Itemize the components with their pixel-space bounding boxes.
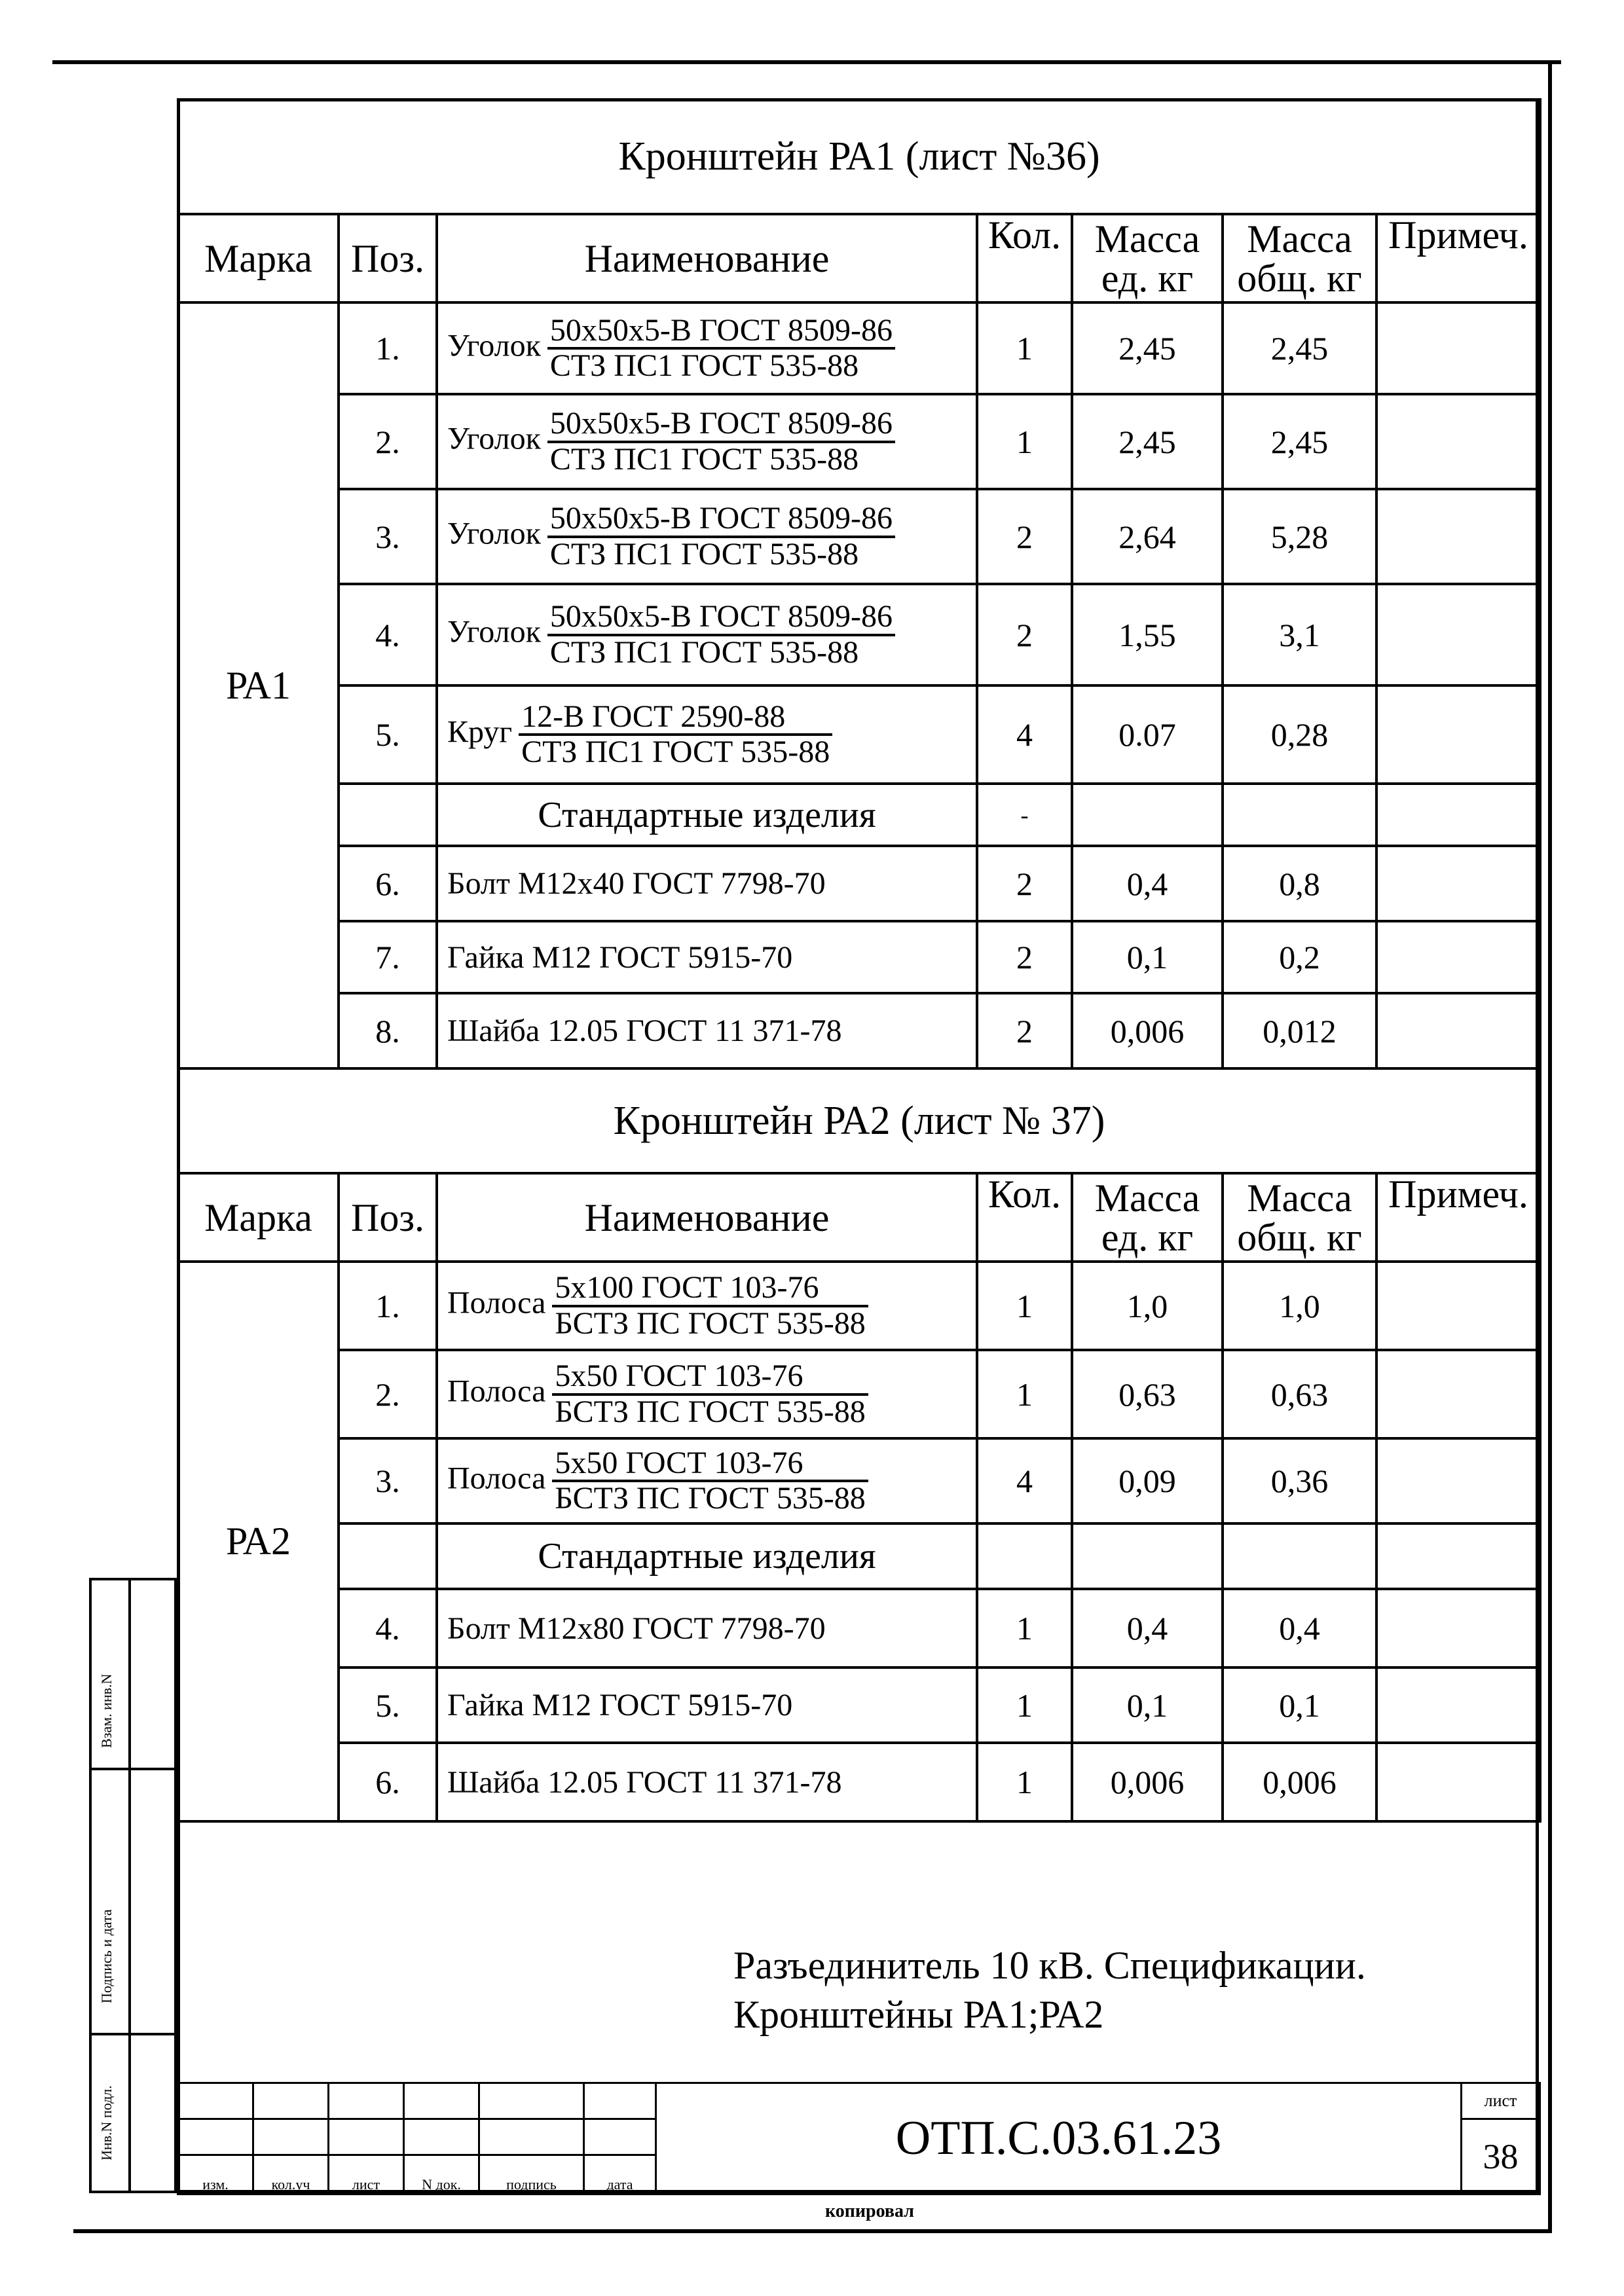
pos-cell: 6. [339, 846, 437, 921]
item-material: СТЗ ПС1 ГОСТ 535-88 [549, 441, 859, 477]
qty-cell: 2 [977, 993, 1072, 1068]
item-material: БСТЗ ПС ГОСТ 535-88 [555, 1394, 866, 1429]
qty-cell: 2 [977, 846, 1072, 921]
mass-cell: 0,1 [1072, 1667, 1223, 1743]
item-fraction [547, 502, 895, 571]
note-cell [1376, 921, 1540, 993]
item-profile: 12-В ГОСТ 2590-88 [519, 701, 832, 736]
margin-label-original: Инв.N подл. [98, 2085, 115, 2160]
empty-cell [339, 784, 437, 846]
name-cell: Гайка М12 ГОСТ 5915-70 [437, 1667, 977, 1743]
qty-cell: 4 [977, 685, 1072, 784]
table-row [178, 993, 1540, 1068]
note-cell [1376, 394, 1540, 489]
item-type: Уголок [447, 516, 541, 551]
item-type: Уголок [447, 328, 541, 363]
total-cell: 0,8 [1223, 846, 1376, 921]
empty-cell [1376, 784, 1540, 846]
col-pos: Поз. [339, 1173, 437, 1262]
qty-cell: 1 [977, 302, 1072, 394]
margin-stamp-row-line [89, 2033, 177, 2035]
col-qty: Кол. [977, 214, 1072, 302]
item-material: СТЗ ПС1 ГОСТ 535-88 [521, 735, 830, 769]
table-row [178, 1667, 1540, 1743]
bottom-border-line [73, 2229, 1552, 2233]
total-cell: 2,45 [1223, 302, 1376, 394]
table-row [178, 685, 1540, 784]
bracket2-marka: РА2 [178, 1262, 339, 1821]
bracket1-title: Кронштейн РА1 (лист №36) [178, 100, 1540, 214]
total-cell: 0,012 [1223, 993, 1376, 1068]
pos-cell: 1. [339, 1262, 437, 1350]
mass-cell: 0.07 [1072, 685, 1223, 784]
margin-stamp-row-line [89, 1768, 177, 1770]
total-cell: 0,2 [1223, 921, 1376, 993]
note-cell [1376, 1589, 1540, 1667]
total-cell: 0,1 [1223, 1667, 1376, 1743]
bracket1-title-row [178, 100, 1540, 214]
tb-col-sheet: лист [329, 2155, 404, 2195]
col-name: Наименование [437, 214, 977, 302]
tb-col-doc: N док. [404, 2155, 479, 2195]
name-cell [437, 302, 977, 394]
table-row [178, 1262, 1540, 1350]
bracket2-title: Кронштейн РА2 (лист № 37) [178, 1068, 1540, 1173]
section-row [178, 1523, 1540, 1589]
bracket2-title-row [178, 1068, 1540, 1173]
item-type: Полоса [447, 1285, 546, 1321]
item-profile: 50х50х5-В ГОСТ 8509-86 [547, 314, 895, 350]
item-type: Полоса [447, 1461, 546, 1496]
col-mass-unit: Масса ед. кг [1072, 214, 1223, 302]
name-cell [437, 394, 977, 489]
pos-cell: 5. [339, 685, 437, 784]
item-fraction [552, 1360, 868, 1429]
pos-cell: 2. [339, 394, 437, 489]
title-block [177, 2082, 1541, 2195]
standard-items-label: Стандартные изделия [437, 784, 977, 846]
empty-cell [1072, 1523, 1223, 1589]
pos-cell: 6. [339, 1743, 437, 1821]
total-cell: 2,45 [1223, 394, 1376, 489]
mass-cell: 0,006 [1072, 1743, 1223, 1821]
pos-cell: 4. [339, 1589, 437, 1667]
mass-cell: 2,64 [1072, 489, 1223, 584]
table-row [178, 1589, 1540, 1667]
note-cell [1376, 584, 1540, 685]
item-material: СТЗ ПС1 ГОСТ 535-88 [549, 348, 859, 383]
table-row [178, 489, 1540, 584]
col-mass-unit: Масса ед. кг [1072, 1173, 1223, 1262]
sheet-number: 38 [1462, 2119, 1540, 2195]
bracket2-header-row [178, 1173, 1540, 1262]
item-fraction [552, 1271, 868, 1340]
tb-col-count: кол.уч [253, 2155, 329, 2195]
note-cell [1376, 1262, 1540, 1350]
qty-cell: 1 [977, 1262, 1072, 1350]
pos-cell: 8. [339, 993, 437, 1068]
spec-table [177, 98, 1541, 1823]
item-fraction [547, 407, 895, 476]
table-row [178, 584, 1540, 685]
empty-cell [977, 1523, 1072, 1589]
empty-cell [1072, 784, 1223, 846]
name-cell: Шайба 12.05 ГОСТ 11 371-78 [437, 993, 977, 1068]
qty-cell: 1 [977, 1743, 1072, 1821]
note-cell [1376, 1667, 1540, 1743]
document-code: ОТП.С.03.61.23 [656, 2083, 1462, 2195]
item-material: БСТЗ ПС ГОСТ 535-88 [555, 1305, 866, 1341]
empty-cell [339, 1523, 437, 1589]
margin-label-signature: Подпись и дата [98, 1909, 115, 2003]
total-cell: 5,28 [1223, 489, 1376, 584]
note-cell [1376, 489, 1540, 584]
standard-items-label: Стандартные изделия [437, 1523, 977, 1589]
caption-line-2: Кронштейны РА1;РА2 [733, 1993, 1104, 2036]
table-row [178, 394, 1540, 489]
margin-label-replace: Взам. инв.N [98, 1673, 115, 1748]
col-name: Наименование [437, 1173, 977, 1262]
note-cell [1376, 302, 1540, 394]
copied-by-label: копировал [825, 2201, 914, 2221]
item-material: СТЗ ПС1 ГОСТ 535-88 [549, 634, 859, 670]
section-row [178, 784, 1540, 846]
item-material: БСТЗ ПС ГОСТ 535-88 [555, 1481, 866, 1516]
empty-cell [1376, 1523, 1540, 1589]
name-cell [437, 1438, 977, 1523]
qty-cell: 2 [977, 921, 1072, 993]
item-type: Круг [447, 714, 513, 750]
dash-mark: - [977, 784, 1072, 846]
note-cell [1376, 1350, 1540, 1438]
col-mass-total: Масса общ. кг [1223, 1173, 1376, 1262]
total-cell: 0,006 [1223, 1743, 1376, 1821]
tb-col-date: дата [584, 2155, 656, 2195]
note-cell [1376, 1438, 1540, 1523]
item-fraction [547, 600, 895, 669]
item-profile: 50х50х5-В ГОСТ 8509-86 [547, 600, 895, 636]
mass-cell: 2,45 [1072, 394, 1223, 489]
empty-cell [1223, 784, 1376, 846]
col-note: Примеч. [1376, 1173, 1540, 1262]
name-cell: Гайка М12 ГОСТ 5915-70 [437, 921, 977, 993]
tb-col-change: изм. [178, 2155, 253, 2195]
mass-cell: 0,4 [1072, 1589, 1223, 1667]
item-profile: 5х50 ГОСТ 103-76 [552, 1447, 868, 1482]
table-row [178, 921, 1540, 993]
mass-cell: 0,09 [1072, 1438, 1223, 1523]
mass-cell: 0,63 [1072, 1350, 1223, 1438]
note-cell [1376, 846, 1540, 921]
name-cell: Болт М12х40 ГОСТ 7798-70 [437, 846, 977, 921]
item-profile: 50х50х5-В ГОСТ 8509-86 [547, 407, 895, 443]
top-border-line [52, 60, 1561, 64]
item-material: СТЗ ПС1 ГОСТ 535-88 [549, 536, 859, 572]
name-cell [437, 489, 977, 584]
table-row [178, 1438, 1540, 1523]
pos-cell: 5. [339, 1667, 437, 1743]
item-type: Полоса [447, 1374, 546, 1409]
item-profile: 50х50х5-В ГОСТ 8509-86 [547, 502, 895, 538]
item-profile: 5х100 ГОСТ 103-76 [552, 1271, 868, 1307]
bracket1-marka: РА1 [178, 302, 339, 1068]
item-profile: 5х50 ГОСТ 103-76 [552, 1360, 868, 1395]
total-cell: 0,28 [1223, 685, 1376, 784]
item-type: Уголок [447, 421, 541, 456]
pos-cell: 4. [339, 584, 437, 685]
drawing-caption [733, 1941, 1366, 2039]
mass-cell: 0,4 [1072, 846, 1223, 921]
qty-cell: 1 [977, 1350, 1072, 1438]
total-cell: 1,0 [1223, 1262, 1376, 1350]
mass-cell: 0,1 [1072, 921, 1223, 993]
pos-cell: 3. [339, 489, 437, 584]
total-cell: 0,4 [1223, 1589, 1376, 1667]
col-marka: Марка [178, 214, 339, 302]
table-row [178, 1743, 1540, 1821]
col-pos: Поз. [339, 214, 437, 302]
caption-line-1: Разъединитель 10 кВ. Спецификации. [733, 1944, 1366, 1987]
total-cell: 0,63 [1223, 1350, 1376, 1438]
name-cell: Шайба 12.05 ГОСТ 11 371-78 [437, 1743, 977, 1821]
total-cell: 3,1 [1223, 584, 1376, 685]
item-fraction [519, 701, 832, 769]
mass-cell: 2,45 [1072, 302, 1223, 394]
col-qty: Кол. [977, 1173, 1072, 1262]
qty-cell: 1 [977, 394, 1072, 489]
pos-cell: 3. [339, 1438, 437, 1523]
name-cell [437, 685, 977, 784]
pos-cell: 7. [339, 921, 437, 993]
name-cell [437, 584, 977, 685]
table-row [178, 302, 1540, 394]
qty-cell: 1 [977, 1667, 1072, 1743]
note-cell [1376, 993, 1540, 1068]
name-cell: Болт М12х80 ГОСТ 7798-70 [437, 1589, 977, 1667]
qty-cell: 2 [977, 489, 1072, 584]
qty-cell: 4 [977, 1438, 1072, 1523]
total-cell: 0,36 [1223, 1438, 1376, 1523]
mass-cell: 0,006 [1072, 993, 1223, 1068]
pos-cell: 1. [339, 302, 437, 394]
item-fraction [552, 1447, 868, 1516]
pos-cell: 2. [339, 1350, 437, 1438]
note-cell [1376, 1743, 1540, 1821]
qty-cell: 1 [977, 1589, 1072, 1667]
bracket1-header-row [178, 214, 1540, 302]
col-note: Примеч. [1376, 214, 1540, 302]
col-mass-total: Масса общ. кг [1223, 214, 1376, 302]
right-border-line [1548, 60, 1552, 2233]
table-row [178, 1350, 1540, 1438]
item-fraction [547, 314, 895, 383]
mass-cell: 1,55 [1072, 584, 1223, 685]
name-cell [437, 1262, 977, 1350]
sheet-label: лист [1462, 2083, 1540, 2119]
note-cell [1376, 685, 1540, 784]
qty-cell: 2 [977, 584, 1072, 685]
name-cell [437, 1350, 977, 1438]
item-type: Уголок [447, 614, 541, 649]
margin-stamp-divider [128, 1578, 131, 2193]
col-marka: Марка [178, 1173, 339, 1262]
table-row [178, 846, 1540, 921]
mass-cell: 1,0 [1072, 1262, 1223, 1350]
tb-col-signature: подпись [479, 2155, 584, 2195]
empty-cell [1223, 1523, 1376, 1589]
